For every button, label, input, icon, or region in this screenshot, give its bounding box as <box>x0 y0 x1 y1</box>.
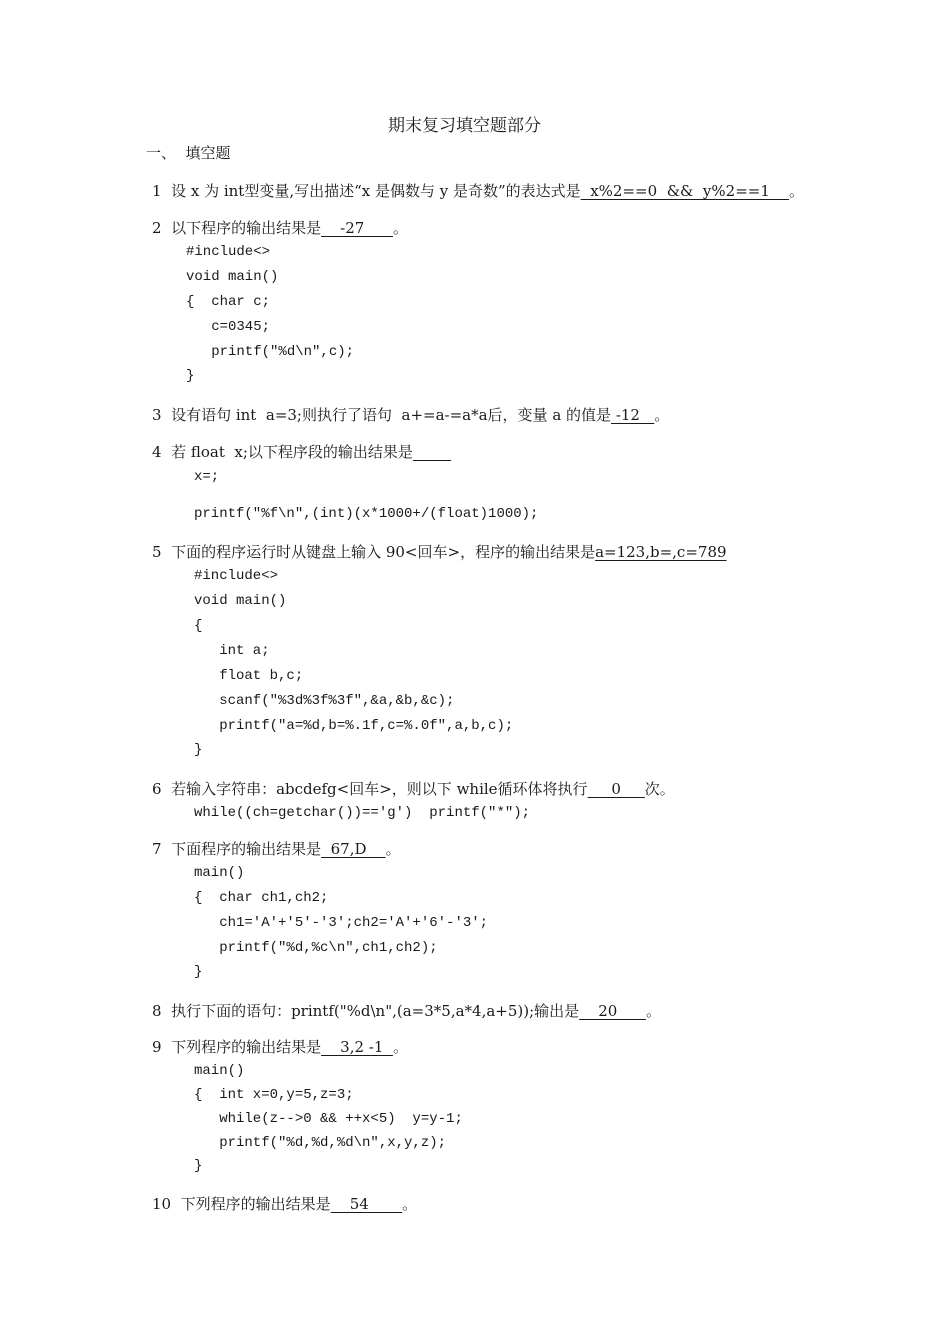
code-line: scanf("%3d%3f%3f",&a,&b,&c); <box>194 693 455 709</box>
code-line: } <box>186 368 195 384</box>
code-line: { <box>194 618 203 634</box>
question-end: 。 <box>392 1038 408 1056</box>
code-line: { int x=0,y=5,z=3; <box>194 1087 354 1103</box>
question-5 <box>152 542 727 562</box>
answer-blank: 67,D <box>321 840 386 858</box>
question-7 <box>152 839 401 859</box>
code-line: printf("%d\n",c); <box>186 344 355 360</box>
question-text: 10 下列程序的输出结果是 <box>152 1195 331 1213</box>
question-text: 3 设有语句 int a=3;则执行了语句 a+=a-=a*a后，变量 a 的值是 <box>152 406 612 424</box>
answer-blank: 54 <box>330 1195 403 1213</box>
question-6 <box>152 779 675 799</box>
answer-blank: 0 <box>587 780 645 798</box>
question-end: 次。 <box>644 780 675 798</box>
question-1 <box>152 181 804 201</box>
code-line: void main() <box>186 269 279 285</box>
question-4 <box>152 442 451 462</box>
question-text: 8 执行下面的语句：printf("%d\n",(a=3*5,a*4,a+5));输出是 <box>152 1002 580 1020</box>
question-end: 。 <box>402 1195 418 1213</box>
code-line: } <box>194 964 203 980</box>
question-8 <box>152 1001 661 1021</box>
code-line: { char c; <box>186 294 271 310</box>
code-line: main() <box>194 1063 245 1079</box>
answer-blank: -27 <box>321 219 393 237</box>
question-3 <box>152 405 669 425</box>
question-text: 5 下面的程序运行时从键盘上输入 90<回车>，程序的输出结果是 <box>152 543 596 561</box>
answer-blank: a=123,b=,c=789 <box>595 543 727 561</box>
question-text: 7 下面程序的输出结果是 <box>152 840 322 858</box>
code-line: { char ch1,ch2; <box>194 890 329 906</box>
code-line: void main() <box>194 593 287 609</box>
answer-blank: x%2==0 && y%2==1 <box>580 182 789 200</box>
code-line: printf("%d,%c\n",ch1,ch2); <box>194 940 438 956</box>
answer-blank: -12 <box>611 406 655 424</box>
section-heading: 一、 填空题 <box>146 144 231 162</box>
answer-blank: 20 <box>579 1002 646 1020</box>
question-9 <box>152 1037 408 1057</box>
question-end: 。 <box>392 219 408 237</box>
code-line: while((ch=getchar())=='g') printf("*"); <box>194 805 531 821</box>
question-end: 。 <box>645 1002 661 1020</box>
question-end: 。 <box>788 182 804 200</box>
question-text: 4 若 float x;以下程序段的输出结果是 <box>152 443 413 461</box>
question-text: 2 以下程序的输出结果是 <box>152 219 322 237</box>
answer-blank: 3,2 -1 <box>321 1038 393 1056</box>
code-line: #include<> <box>186 244 271 260</box>
code-line: x=; <box>194 469 220 485</box>
code-line: } <box>194 1158 203 1174</box>
answer-blank <box>413 443 451 461</box>
question-2 <box>152 218 408 238</box>
code-line: printf("%f\n",(int)(x*1000+/(float)1000); <box>194 506 539 522</box>
question-text: 9 下列程序的输出结果是 <box>152 1038 322 1056</box>
code-line: c=0345; <box>186 319 271 335</box>
question-10 <box>152 1194 417 1214</box>
question-end: 。 <box>654 406 670 424</box>
question-text: 6 若输入字符串：abcdefg<回车>，则以下 while循环体将执行 <box>152 780 588 798</box>
code-line: } <box>194 742 203 758</box>
question-text: 1 设 x 为 int型变量,写出描述“x 是偶数与 y 是奇数”的表达式是 <box>152 182 581 200</box>
code-line: #include<> <box>194 568 279 584</box>
code-line: float b,c; <box>194 668 304 684</box>
code-line: main() <box>194 865 245 881</box>
page-title: 期末复习填空题部分 <box>388 116 541 136</box>
code-line: printf("a=%d,b=%.1f,c=%.0f",a,b,c); <box>194 718 514 734</box>
code-line: ch1='A'+'5'-'3';ch2='A'+'6'-'3'; <box>194 915 489 931</box>
code-line: printf("%d,%d,%d\n",x,y,z); <box>194 1135 447 1151</box>
question-end: 。 <box>385 840 401 858</box>
code-line: int a; <box>194 643 270 659</box>
code-line: while(z-->0 && ++x<5) y=y-1; <box>194 1111 463 1127</box>
